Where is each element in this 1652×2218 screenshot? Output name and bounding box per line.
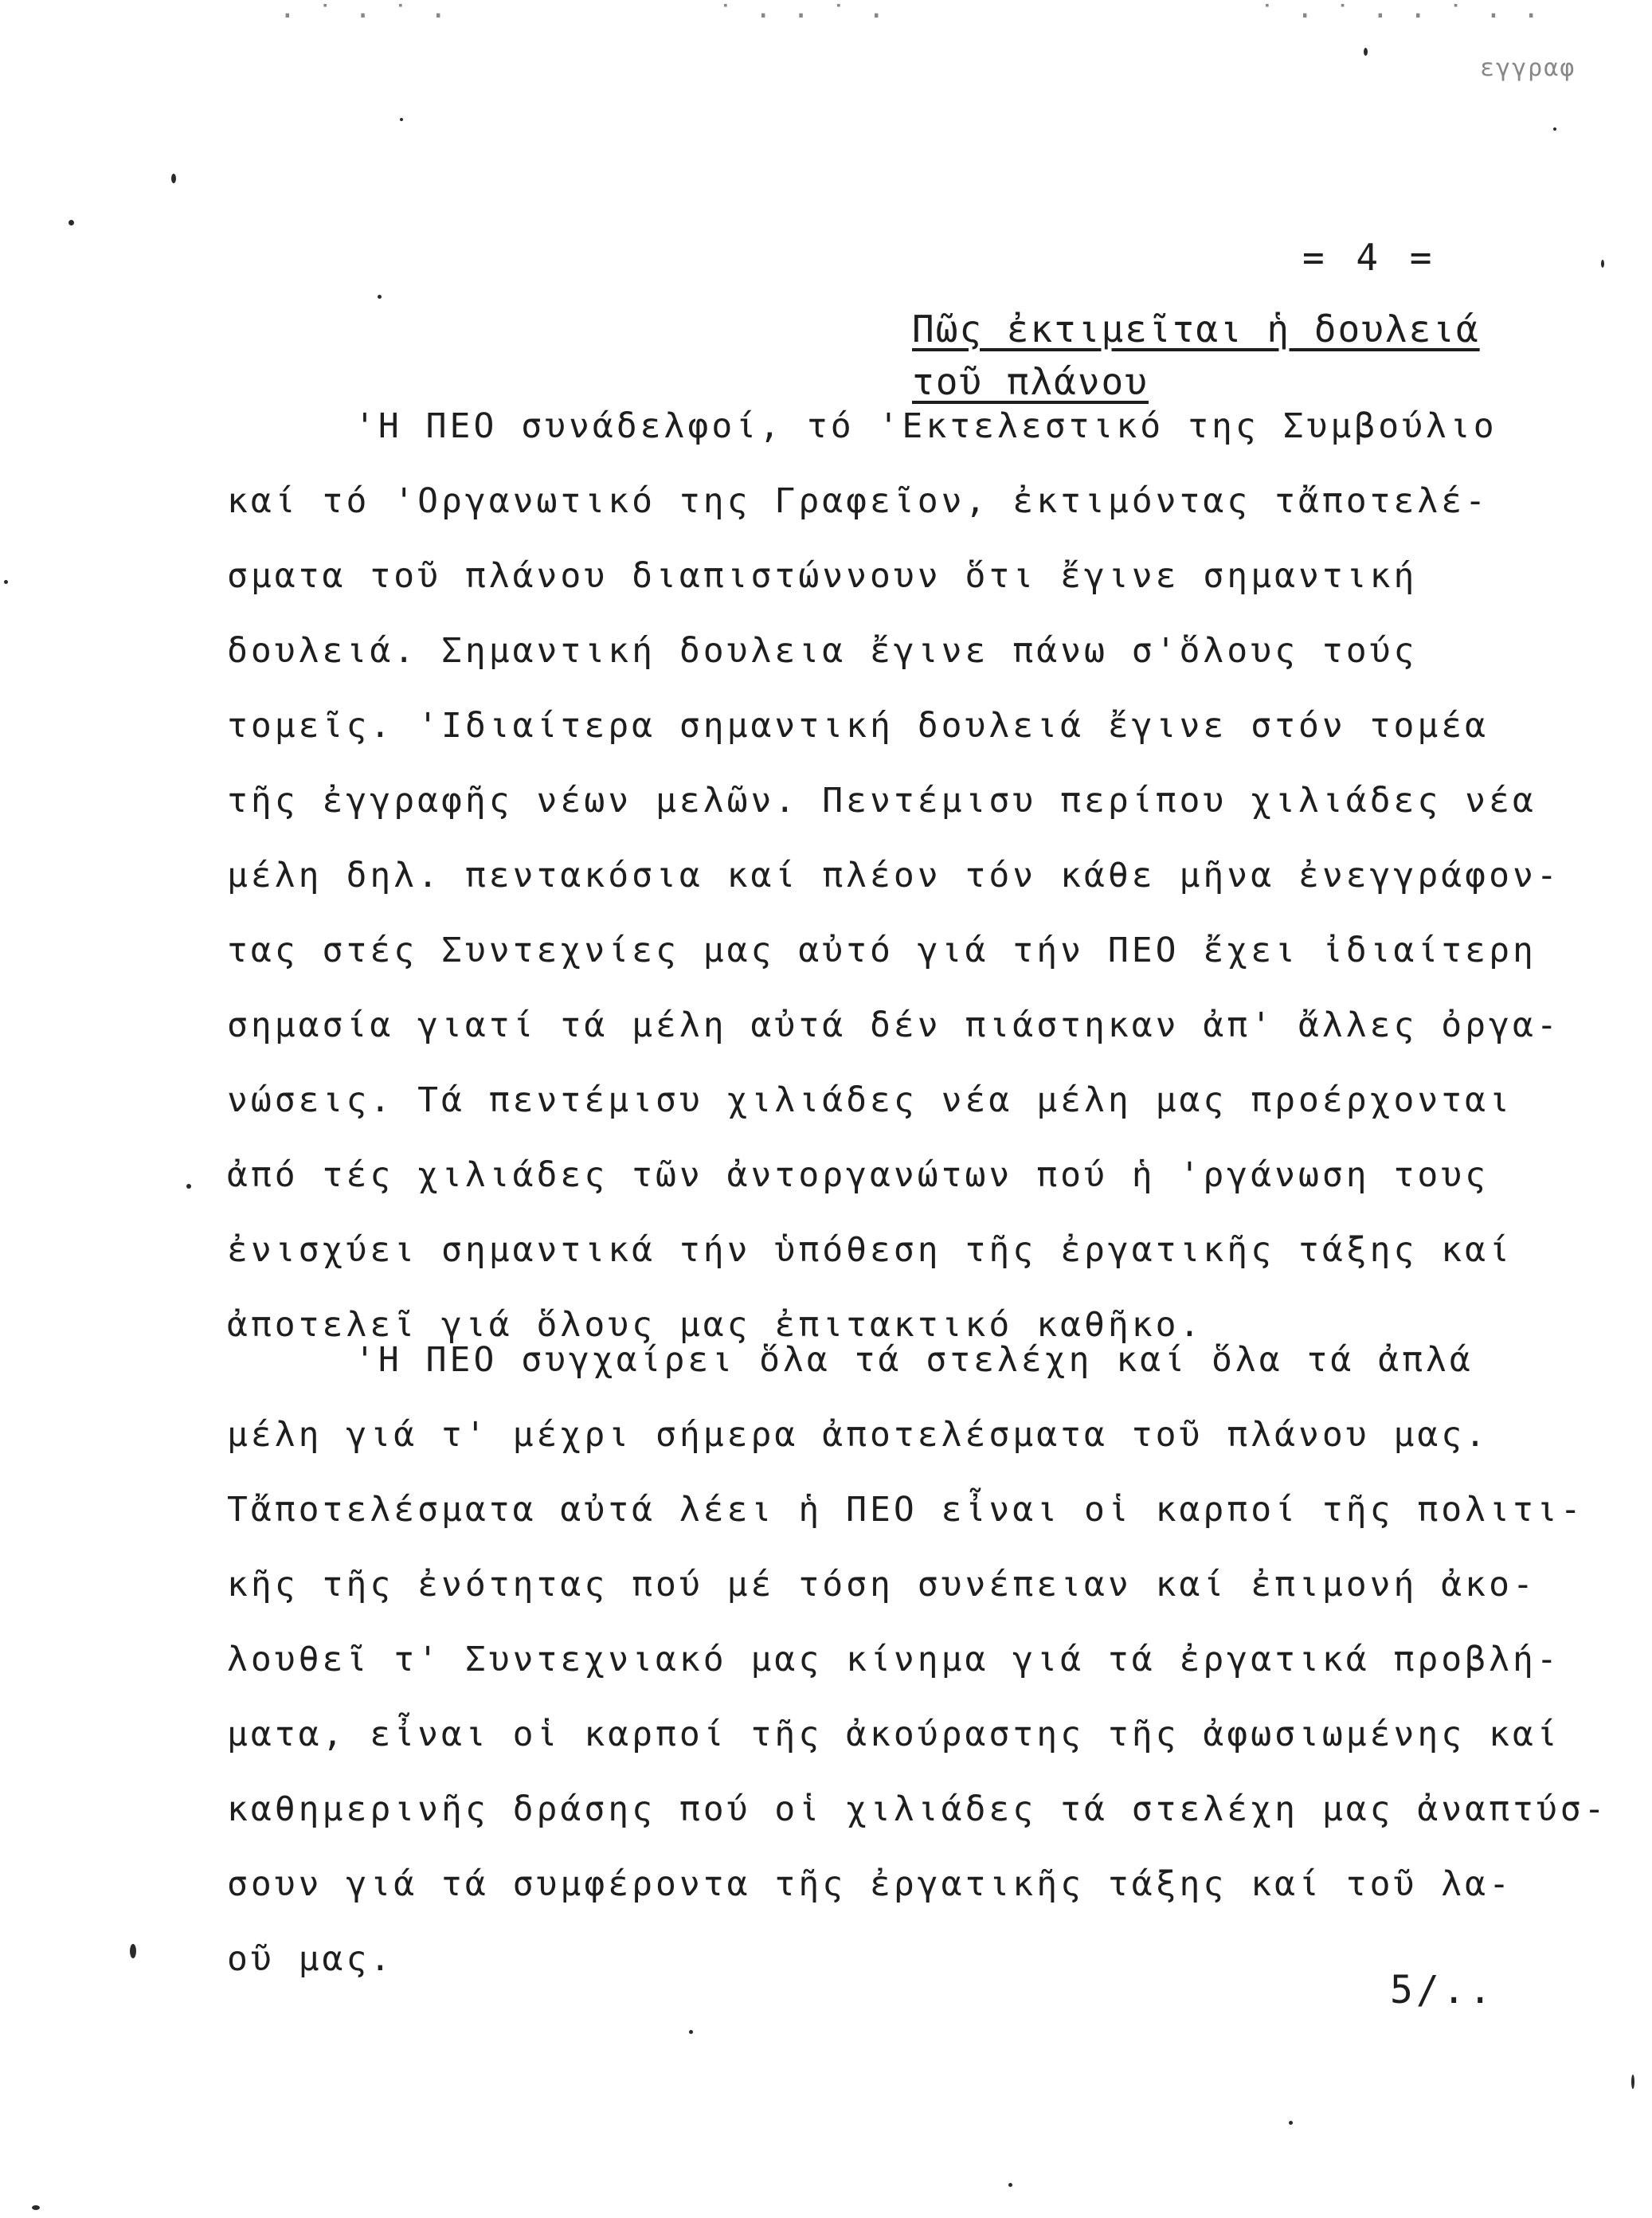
text-line: τας στές Συντεχνίες μας αὐτό γιά τήν ΠΕΟ ἔχει ἰδιαίτερη	[227, 931, 1537, 970]
scan-speck	[1289, 2121, 1293, 2125]
text-line: 'Η ΠΕΟ συγχαίρει ὅλα τά στελέχη καί ὅλα τά ἀπλά	[354, 1340, 1474, 1380]
text-line: νώσεις. Τά πεντέμισυ χιλιάδες νέα μέλη μας προέρχονται	[227, 1080, 1513, 1120]
scan-speck	[378, 295, 382, 299]
scan-speck	[1631, 2075, 1634, 2089]
text-line: οῦ μας.	[227, 1939, 394, 1979]
scan-speck	[69, 220, 74, 225]
header-fragment: εγγραφ	[1480, 54, 1576, 82]
heading-line: Πῶς ἐκτιμεῖται ἡ δουλειά	[912, 308, 1480, 351]
heading-line: τοῦ πλάνου	[912, 360, 1149, 403]
text-line: λουθεῖ τ' Συντεχνιακό μας κίνημα γιά τά ἐργατικά προβλή-	[227, 1640, 1560, 1679]
text-line: σουν γιά τά συμφέροντα τῆς ἐργατικῆς τάξης καί τοῦ λα-	[227, 1864, 1513, 1904]
scan-speck	[1601, 260, 1604, 268]
text-line: μέλη γιά τ' μέχρι σήμερα ἀποτελέσματα τοῦ πλάνου μας.	[227, 1415, 1490, 1455]
scan-speck	[689, 2030, 693, 2034]
scan-speck	[186, 1184, 191, 1189]
page-number: = 4 =	[1302, 236, 1437, 279]
text-line: τομεῖς. 'Ιδιαίτερα σημαντική δουλειά ἔγινε στόν τομέα	[227, 706, 1490, 746]
text-line: ἀποτελεῖ γιά ὅλους μας ἐπιτακτικό καθῆκο.	[227, 1305, 1204, 1345]
text-line: δουλειά. Σημαντική δουλεια ἔγινε πάνω σ'ὅλους τούς	[227, 631, 1418, 671]
text-line: ἐνισχύει σημαντικά τήν ὑπόθεση τῆς ἐργατικῆς τάξης καί	[227, 1230, 1513, 1270]
header-noise-middle: ˙ · · ˙ ·	[717, 0, 887, 33]
text-line: ἀπό τές χιλιάδες τῶν ἀντοργανώτων πού ἡ 'ργάνωση τους	[227, 1155, 1490, 1195]
scan-speck	[171, 174, 176, 183]
scan-speck	[32, 2205, 40, 2210]
text-line: μέλη δηλ. πεντακόσια καί πλέον τόν κάθε μῆνα ἐνεγγράφον-	[227, 856, 1560, 895]
text-line: Τἄποτελέσματα αὐτά λέει ἡ ΠΕΟ εἶναι οἱ καρποί τῆς πολιτι-	[227, 1490, 1584, 1530]
scan-speck	[4, 580, 8, 584]
text-line: καθημερινῆς δράσης πού οἱ χιλιάδες τά στελέχη μας ἀναπτύσ-	[227, 1789, 1608, 1829]
scan-speck	[130, 1944, 136, 1958]
text-line: ματα, εἶναι οἱ καρποί τῆς ἀκούραστης τῆς ἀφωσιωμένης καί	[227, 1714, 1560, 1754]
paragraph-2	[227, 1323, 1629, 1997]
paragraph-1	[227, 389, 1629, 1362]
text-line: κῆς τῆς ἐνότητας πού μέ τόση συνέπειαν καί ἐπιμονή ἀκο-	[227, 1565, 1537, 1605]
continuation-marker: 5/..	[1390, 1968, 1495, 2012]
scan-speck	[400, 118, 403, 121]
text-line: σματα τοῦ πλάνου διαπιστώννουν ὅτι ἔγινε σημαντική	[227, 556, 1418, 596]
text-line: τῆς ἐγγραφῆς νέων μελῶν. Πεντέμισυ περίπου χιλιάδες νέα	[227, 781, 1537, 821]
header-noise-left: · ˙ · ˙ ·	[279, 0, 449, 33]
header-noise-right: ˙ · ˙ · · ˙ · ·	[1259, 0, 1542, 33]
scan-speck	[1008, 2183, 1012, 2187]
scan-speck	[1364, 48, 1368, 56]
text-line: σημασία γιατί τά μέλη αὐτά δέν πιάστηκαν ἀπ' ἄλλες ὀργα-	[227, 1005, 1560, 1045]
text-line: 'Η ΠΕΟ συνάδελφοί, τό 'Εκτελεστικό της Συμβούλιο	[354, 406, 1497, 446]
text-line: καί τό 'Οργανωτικό της Γραφεῖον, ἐκτιμόντας τἄποτελέ-	[227, 481, 1490, 521]
scan-speck	[1553, 127, 1556, 131]
